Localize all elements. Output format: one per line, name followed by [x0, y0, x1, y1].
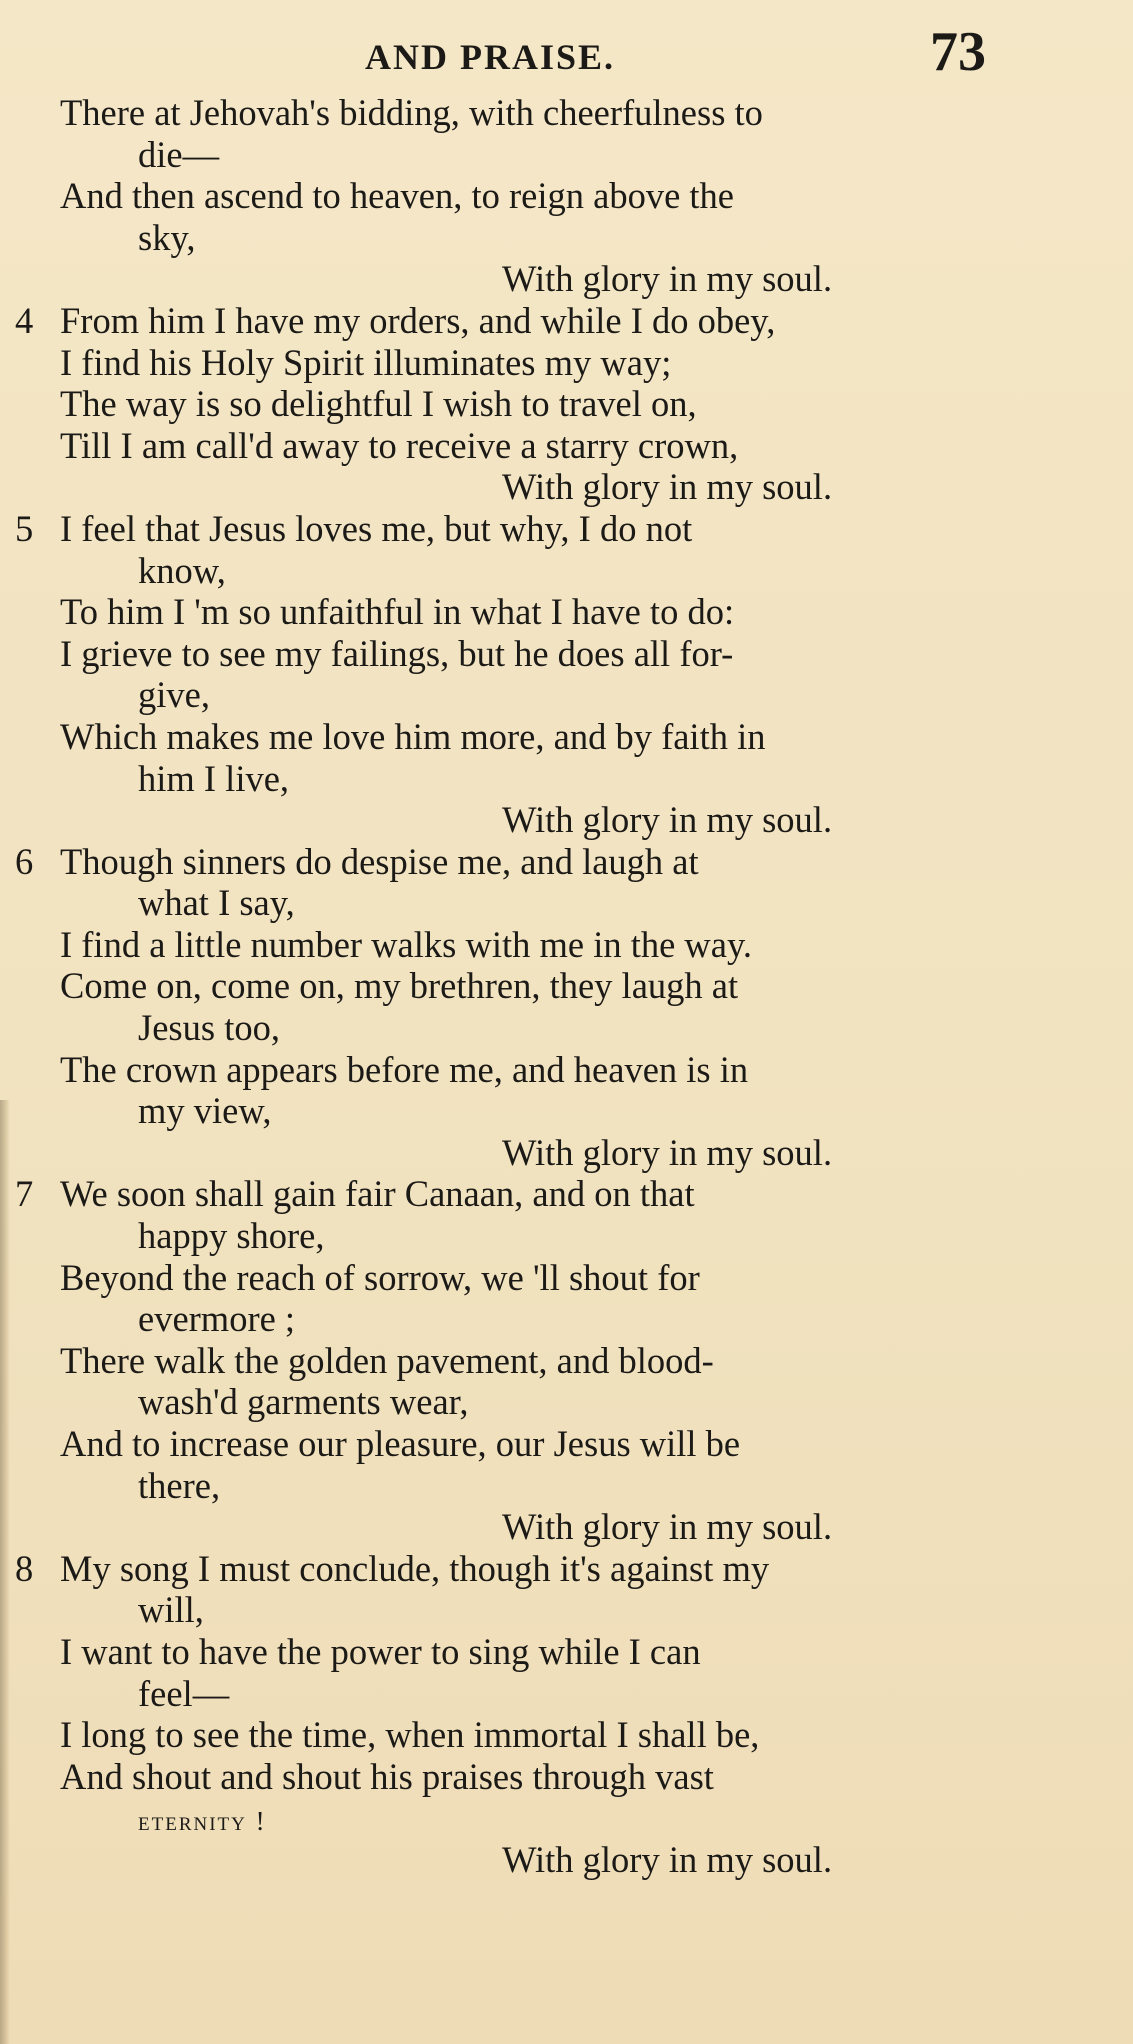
verse-line: evermore ; — [138, 1298, 296, 1340]
verse-line-text: Though sinners do despise me, and laugh at — [60, 840, 699, 882]
verse-line: I grieve to see my failings, but he does all for- — [60, 632, 734, 674]
verse-line: Come on, come on, my brethren, they laugh at — [60, 965, 739, 1007]
refrain-line: With glory in my soul. — [502, 258, 833, 300]
verse-line: die— — [138, 133, 220, 175]
verse-line: him I live, — [138, 757, 290, 799]
refrain-line: With glory in my soul. — [502, 1506, 833, 1548]
verse-line-text: My song I must conclude, though it's against my — [60, 1547, 770, 1589]
verse-line: Jesus too, — [138, 1007, 280, 1049]
hymn-text — [0, 92, 1133, 1881]
page-number: 73 — [930, 21, 986, 83]
verse-line: will, — [138, 1589, 204, 1631]
verse-line: Beyond the reach of sorrow, we 'll shout for — [60, 1256, 700, 1298]
verse-line: Till I am call'd away to receive a starry crown, — [60, 424, 739, 466]
verse-line — [0, 1548, 1133, 1590]
refrain-line: With glory in my soul. — [502, 1838, 833, 1880]
verse-number: 5 — [15, 507, 34, 549]
verse-line-text: eternity ! — [138, 1806, 267, 1837]
verse-line: feel— — [138, 1672, 230, 1714]
refrain-line: With glory in my soul. — [502, 1131, 833, 1173]
verse-line: give, — [138, 674, 210, 716]
verse-line: my view, — [138, 1090, 272, 1132]
verse-number: 7 — [15, 1173, 34, 1215]
verse-line — [0, 508, 1133, 550]
verse-line — [0, 841, 1133, 883]
verse-line: And then ascend to heaven, to reign above the — [60, 175, 735, 217]
verse-line: I long to see the time, when immortal I shall be, — [60, 1714, 760, 1756]
verse-line-text: We soon shall gain fair Canaan, and on that — [60, 1173, 695, 1215]
verse-line: There walk the golden pavement, and blood- — [60, 1339, 714, 1381]
verse-line: The crown appears before me, and heaven is in — [60, 1048, 749, 1090]
running-header: AND PRAISE. — [365, 37, 616, 77]
verse-line: There at Jehovah's bidding, with cheerfulness to — [60, 92, 763, 133]
refrain-line: With glory in my soul. — [502, 466, 833, 508]
verse-line: there, — [138, 1464, 221, 1506]
verse-line: And shout and shout his praises through vast — [60, 1755, 714, 1797]
verse-line — [0, 300, 1133, 342]
verse-line: wash'd garments wear, — [138, 1381, 469, 1423]
verse-number: 8 — [15, 1547, 34, 1589]
verse-line: And to increase our pleasure, our Jesus will be — [60, 1423, 741, 1464]
verse-line: The way is so delightful I wish to travel on, — [60, 383, 697, 425]
verse-line — [0, 1797, 1133, 1839]
verse-line — [0, 1173, 1133, 1215]
verse-line: what I say, — [138, 882, 295, 924]
verse-number: 4 — [15, 299, 34, 341]
verse-line-text: I feel that Jesus loves me, but why, I do not — [60, 507, 693, 549]
verse-line-text: From him I have my orders, and while I do obey, — [60, 299, 776, 341]
verse-line: know, — [138, 549, 226, 591]
verse-line: happy shore, — [138, 1215, 325, 1257]
verse-line: I find his Holy Spirit illuminates my way; — [60, 341, 672, 383]
verse-line: I want to have the power to sing while I can — [60, 1630, 701, 1672]
verse-line: sky, — [138, 216, 196, 258]
verse-line: To him I 'm so unfaithful in what I have to do: — [60, 591, 735, 633]
verse-number: 6 — [15, 840, 34, 882]
verse-line: I find a little number walks with me in the way. — [60, 923, 752, 965]
refrain-line: With glory in my soul. — [502, 799, 833, 841]
verse-line: Which makes me love him more, and by faith in — [60, 715, 766, 757]
